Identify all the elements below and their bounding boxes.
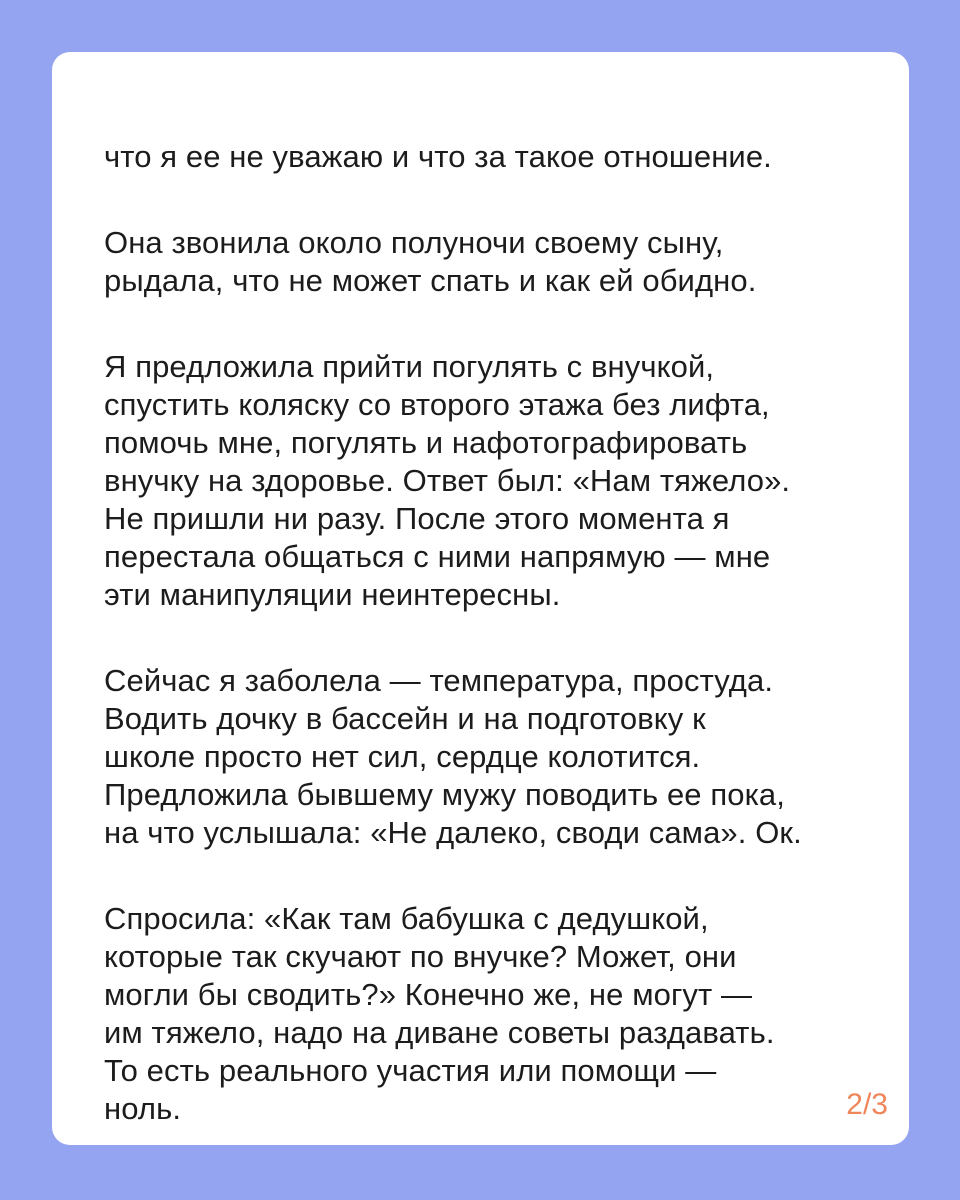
text-line: Сейчас я заболела — температура, простуда. [104, 663, 774, 698]
paragraph-2 [104, 224, 869, 300]
text-line: эти манипуляции неинтересны. [104, 577, 561, 612]
text-line: спустить коляску со второго этажа без лифта, [104, 387, 770, 422]
text-line: могли бы сводить?» Конечно же, не могут — [104, 977, 753, 1012]
text-line: помочь мне, погулять и нафотографировать [104, 425, 748, 460]
text-line: Не пришли ни разу. После этого момента я [104, 501, 730, 536]
text-card [52, 52, 909, 1145]
text-body [104, 138, 869, 1128]
paragraph-5 [104, 900, 869, 1128]
text-line: Она звонила около полуночи своему сыну, [104, 225, 724, 260]
text-line: рыдала, что не может спать и как ей обидно. [104, 263, 757, 298]
text-line: Водить дочку в бассейн и на подготовку к [104, 701, 706, 736]
paragraph-1 [104, 138, 869, 176]
text-line: внучку на здоровье. Ответ был: «Нам тяжело». [104, 463, 791, 498]
page-indicator: 2/3 [846, 1088, 888, 1121]
text-line: школе просто нет сил, сердце колотится. [104, 739, 701, 774]
text-line: То есть реального участия или помощи — [104, 1053, 717, 1088]
text-line: перестала общаться с ними напрямую — мне [104, 539, 771, 574]
text-line: ноль. [104, 1091, 182, 1126]
text-line: Спросила: «Как там бабушка с дедушкой, [104, 901, 709, 936]
text-line: Я предложила прийти погулять с внучкой, [104, 349, 715, 384]
text-line: Предложила бывшему мужу поводить ее пока, [104, 777, 785, 812]
text-line: которые так скучают по внучке? Может, они [104, 939, 737, 974]
text-line: им тяжело, надо на диване советы раздавать. [104, 1015, 775, 1050]
text-line: что я ее не уважаю и что за такое отношение. [104, 139, 772, 174]
paragraph-3 [104, 348, 869, 614]
paragraph-4 [104, 662, 869, 852]
text-line: на что услышала: «Не далеко, своди сама». Ок. [104, 815, 802, 850]
